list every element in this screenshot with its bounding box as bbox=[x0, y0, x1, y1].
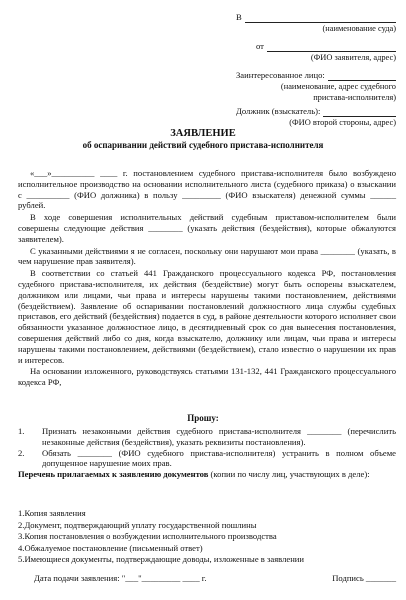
interested-party-label: Заинтересованное лицо: bbox=[236, 69, 325, 80]
court-blank bbox=[245, 13, 396, 23]
attachment-item: 1.Копия заявления bbox=[18, 508, 86, 518]
debtor-hint: (ФИО второй стороны, адрес) bbox=[289, 118, 396, 128]
addressee-block bbox=[236, 12, 396, 129]
court-line bbox=[236, 12, 396, 23]
attachments-list bbox=[18, 508, 396, 566]
request-list bbox=[18, 426, 396, 480]
attachments-heading bbox=[18, 469, 396, 480]
applicant-label: от bbox=[256, 40, 264, 51]
applicant-blank bbox=[267, 42, 396, 52]
attachments-lead-tail: (копии по числу лиц, участвующих в деле): bbox=[208, 469, 370, 480]
statement-body bbox=[18, 168, 396, 388]
paragraph-4: В соответствии со статьей 441 Гражданского процессуального кодекса РФ, постановления судебного пристава-исполнителя, их действия (бездействие) могут быть оспорены взыскателем, должником или лицами, чьи права и интересы нарушены такими постановлением, действиями (бездействием). Заявление об оспаривании постановлений должностного лица службы судебных приставов, его действий (бездействия) подается в суд, в районе деятельности которого исполняет свои обязанности указанное должностное лицо, в десятидневный срок со дня вынесения постановления, совершения действий либо со дня, когда взыскателю, должнику или лицам, чьи права и интересы нарушены такими постановлением, действиями (бездействием), стало известно о нарушении их прав и интересов. bbox=[18, 268, 396, 365]
attachment-item: 2.Документ, подтверждающий уплату государственной пошлины bbox=[18, 519, 257, 530]
document-subtitle: об оспаривании действий судебного пристава-исполнителя bbox=[82, 140, 324, 150]
attachment-item: 5.Имеющиеся документы, подтверждающие доводы, изложенные в заявлении bbox=[18, 554, 304, 565]
court-hint: (наименование суда) bbox=[322, 24, 396, 34]
attachment-item: 4.Обжалуемое постановление (письменный ответ) bbox=[18, 542, 203, 553]
attachment-item: 3.Копия постановления о возбуждении исполнительного производства bbox=[18, 531, 277, 542]
interested-party-hint: (наименование, адрес судебного пристава-исполнителя) bbox=[280, 82, 396, 103]
paragraph-2: В ходе совершения исполнительных действий судебным приставом-исполнителем были совершены следующие действия ________ (указать действия (бездействия), которые обжалуются заявителем). bbox=[18, 212, 396, 244]
document-title: ЗАЯВЛЕНИЕ bbox=[170, 128, 236, 139]
paragraph-5: На основании изложенного, руководствуясь статьями 131-132, 441 Гражданского процессуального кодекса РФ, bbox=[18, 366, 396, 388]
paragraph-1: «___»__________ ____ г. постановлением судебного пристава-исполнителя было возбуждено исполнительное производство на основании исполнительного листа (судебного приказа) о взыскании с __________ (ФИО должника) в пользу _________ (ФИО взыскателя) денежной суммы ______ рублей. bbox=[18, 168, 396, 211]
request-number: 1. bbox=[18, 426, 25, 436]
signature-footer bbox=[34, 573, 396, 583]
request-number: 2. bbox=[18, 447, 25, 458]
request-heading: Прошу: bbox=[187, 413, 219, 423]
debtor-label: Должник (взыскатель): bbox=[236, 105, 321, 116]
request-text: Признать незаконными действия судебного пристава-исполнителя ________ (перечислить незаконные действия (бездействия), указать реквизиты постановления). bbox=[42, 426, 396, 447]
court-label: В bbox=[236, 12, 242, 22]
signature-line: Подпись _______ bbox=[332, 573, 396, 583]
debtor-blank bbox=[323, 107, 396, 117]
debtor-line bbox=[236, 106, 396, 117]
request-text: Обязать ________ (ФИО судебного пристава-исполнителя) устранить в полном объеме допущенное нарушение моих прав. bbox=[42, 447, 396, 469]
attachments-lead: Перечень прилагаемых к заявлению документов bbox=[18, 469, 209, 480]
interested-party-blank bbox=[328, 71, 396, 81]
applicant-hint: (ФИО заявителя, адрес) bbox=[310, 53, 396, 63]
request-item bbox=[18, 426, 396, 448]
paragraph-3: С указанными действиями я не согласен, поскольку они нарушают мои права ________ (указать, в чем нарушение прав заявителя). bbox=[18, 245, 396, 267]
request-item bbox=[18, 448, 396, 470]
interested-party-line bbox=[236, 70, 396, 81]
applicant-line bbox=[236, 41, 396, 52]
filing-date: Дата подачи заявления: "___"_________ ____ г. bbox=[34, 573, 207, 583]
